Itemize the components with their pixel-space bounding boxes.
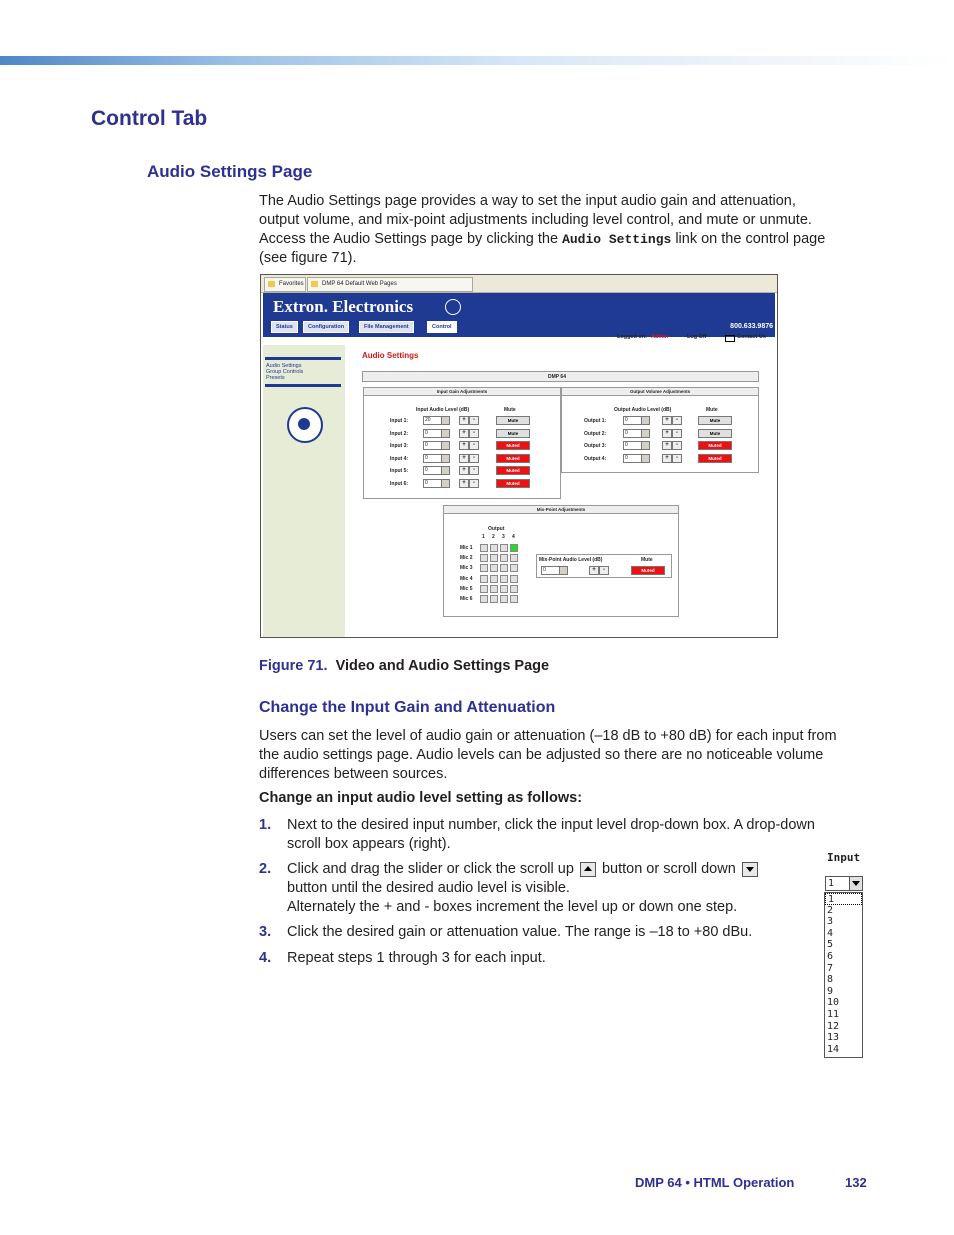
mute-button[interactable]: Muted <box>496 479 530 488</box>
dropdown-option[interactable]: 4 <box>827 927 834 939</box>
channel-label: Output 1: <box>584 418 607 424</box>
output-volume-legend: Output Volume Adjustments <box>562 388 758 396</box>
minus-button[interactable]: - <box>469 416 479 425</box>
mix-point-toggle[interactable] <box>490 564 498 572</box>
sidebar-item-audio-settings[interactable]: Audio Settings <box>266 363 302 369</box>
dropdown-option[interactable]: 7 <box>827 962 834 974</box>
mix-point-toggle[interactable] <box>510 554 518 562</box>
mix-mute-label: Mute <box>641 557 653 563</box>
minus-button[interactable]: - <box>469 454 479 463</box>
mix-point-toggle[interactable] <box>490 585 498 593</box>
minus-button[interactable]: - <box>469 466 479 475</box>
mix-point-toggle[interactable] <box>500 564 508 572</box>
mix-point-toggle[interactable] <box>500 595 508 603</box>
mix-point-toggle[interactable] <box>480 585 488 593</box>
input-level-dropdown[interactable] <box>825 876 863 891</box>
dropdown-title: Input <box>827 851 861 864</box>
channel-label: Input 1: <box>390 418 409 424</box>
tab-configuration[interactable]: Configuration <box>303 321 349 333</box>
mix-point-toggle[interactable] <box>480 595 488 603</box>
step-text: Repeat steps 1 through 3 for each input. <box>287 950 546 966</box>
mix-point-toggle[interactable] <box>500 585 508 593</box>
mute-button[interactable]: Muted <box>496 454 530 463</box>
mix-level-select[interactable]: 0 <box>541 566 568 575</box>
mix-point-toggle[interactable] <box>480 544 488 552</box>
extron-logo: Extron. Electronics <box>273 297 414 316</box>
intro-line: Access the Audio Settings page by clicking the Audio Settings link on the control page <box>259 231 826 247</box>
chevron-down-icon[interactable] <box>849 877 862 890</box>
mute-button[interactable]: Mute <box>698 429 732 438</box>
mute-button[interactable]: Muted <box>698 441 732 450</box>
dropdown-option[interactable]: 9 <box>827 985 834 997</box>
mic-label: Mic 4 <box>460 575 473 582</box>
level-select[interactable]: 0 <box>623 454 650 463</box>
dropdown-option[interactable]: 14 <box>827 1043 840 1055</box>
intro-line: output volume, and mix-point adjustments including level control, and mute or unmute. <box>259 212 812 228</box>
plus-button[interactable]: + <box>459 466 469 475</box>
input-mute-header: Mute <box>504 407 516 413</box>
output-volume-panel <box>561 387 759 473</box>
audio-settings-link-text: Audio Settings <box>562 232 672 247</box>
plus-button[interactable]: + <box>459 441 469 450</box>
browser-tab-favorites[interactable]: Favorites <box>264 277 306 292</box>
step-line: scroll box appears (right). <box>287 836 451 852</box>
mute-button[interactable]: Muted <box>496 466 530 475</box>
step-number: 1. <box>259 817 272 833</box>
extron-seal-icon <box>287 407 323 443</box>
mic-label: Mic 5 <box>460 585 473 592</box>
minus-button[interactable]: - <box>469 429 479 438</box>
plus-button[interactable]: + <box>662 454 672 463</box>
mute-button[interactable]: Mute <box>496 429 530 438</box>
dropdown-option[interactable]: 11 <box>827 1009 840 1020</box>
level-select[interactable]: 0 <box>623 429 650 438</box>
dropdown-option[interactable]: 13 <box>827 1032 840 1044</box>
mix-point-toggle[interactable] <box>490 554 498 562</box>
minus-button[interactable]: - <box>672 454 682 463</box>
minus-button[interactable]: - <box>672 416 682 425</box>
mix-point-toggle[interactable] <box>500 544 508 552</box>
tab-control[interactable]: Control <box>427 321 457 333</box>
tab-status[interactable]: Status <box>271 321 298 333</box>
section-line: differences between sources. <box>259 766 448 782</box>
dropdown-list[interactable] <box>824 892 863 1058</box>
level-select[interactable]: 0 <box>623 416 650 425</box>
input-gain-legend: Input Gain Adjustments <box>364 388 560 396</box>
level-select[interactable]: 0 <box>423 466 450 475</box>
level-select[interactable]: 20 <box>423 416 450 425</box>
dropdown-option[interactable]: 2 <box>827 904 834 916</box>
audio-settings-title: Audio Settings <box>362 351 419 360</box>
minus-button[interactable]: - <box>672 429 682 438</box>
mix-point-toggle[interactable] <box>510 544 518 552</box>
plus-button[interactable]: + <box>459 479 469 488</box>
minus-button[interactable]: - <box>469 441 479 450</box>
sidebar-divider <box>265 357 341 360</box>
mix-point-toggle[interactable] <box>490 544 498 552</box>
mix-level-label: Mix-Point Audio Level (dB) <box>539 557 603 563</box>
mix-point-toggle[interactable] <box>480 564 488 572</box>
plus-button[interactable]: + <box>662 416 672 425</box>
extron-logo-icon <box>445 299 461 315</box>
level-select[interactable]: 0 <box>623 441 650 450</box>
dropdown-value: 1 <box>828 878 835 889</box>
dropdown-option[interactable]: 10 <box>827 997 840 1009</box>
logged-on-label: Logged on: <box>617 334 647 340</box>
level-select[interactable]: 0 <box>423 479 450 488</box>
section-paragraph <box>259 727 837 784</box>
dropdown-option[interactable]: 3 <box>827 916 834 928</box>
mute-button[interactable]: Mute <box>496 416 530 425</box>
scroll-up-icon <box>580 862 596 877</box>
browser-toolbar <box>261 275 777 293</box>
header-gradient-bar <box>0 56 954 65</box>
mix-point-panel <box>443 505 679 617</box>
mix-point-toggle[interactable] <box>500 575 508 583</box>
plus-button[interactable]: + <box>459 429 469 438</box>
step-line: Click and drag the slider or click the scroll up button or scroll down <box>287 860 807 879</box>
mix-point-toggle[interactable] <box>480 554 488 562</box>
mute-button[interactable]: Muted <box>698 454 732 463</box>
step-number: 2. <box>259 861 272 877</box>
mix-output-label: Output <box>488 526 505 532</box>
channel-label: Input 6: <box>390 480 409 487</box>
sidebar-item-presets[interactable]: Presets <box>266 375 285 381</box>
mix-plus-button[interactable]: + <box>589 566 599 575</box>
mix-point-toggle[interactable] <box>490 595 498 603</box>
section-line: the audio settings page. Audio levels can be adjusted so there are no noticeable volume <box>259 747 824 763</box>
output-level-header: Output Audio Level (dB) <box>614 407 672 413</box>
channel-label: Output 2: <box>584 430 607 437</box>
plus-button[interactable]: + <box>662 441 672 450</box>
dropdown-option[interactable]: 5 <box>827 939 834 951</box>
footer-doc: DMP 64 • HTML Operation <box>635 1175 795 1190</box>
step-line: button until the desired audio level is visible. <box>287 880 570 896</box>
sidebar <box>263 345 345 637</box>
subsection-title: Change the Input Gain and Attenuation <box>259 699 556 716</box>
dropdown-option[interactable]: 8 <box>827 974 834 986</box>
channel-label: Input 3: <box>390 443 409 449</box>
page-title: Control Tab <box>91 107 208 130</box>
level-select[interactable]: 0 <box>423 429 450 438</box>
extron-banner <box>263 293 775 337</box>
mix-point-toggle[interactable] <box>510 585 518 593</box>
intro-line: The Audio Settings page provides a way to set the input audio gain and attenuation, <box>259 193 796 209</box>
dropdown-option[interactable]: 6 <box>827 951 834 962</box>
section-line: Users can set the level of audio gain or attenuation (–18 dB to +80 dB) for each input from <box>259 728 837 744</box>
minus-button[interactable]: - <box>469 479 479 488</box>
mute-button[interactable]: Mute <box>698 416 732 425</box>
dropdown-option[interactable]: 12 <box>827 1020 840 1032</box>
mix-point-toggle[interactable] <box>490 575 498 583</box>
procedure-lead: Change an input audio level setting as follows: <box>259 790 583 806</box>
scroll-down-icon <box>742 862 758 877</box>
input-level-header: Input Audio Level (dB) <box>416 407 470 413</box>
mix-point-toggle[interactable] <box>510 595 518 603</box>
plus-button[interactable]: + <box>662 429 672 438</box>
channel-label: Input 5: <box>390 468 409 474</box>
device-bar <box>362 371 759 382</box>
figure-number: Figure 71. <box>259 658 328 674</box>
step-number: 4. <box>259 950 272 966</box>
log-off-link[interactable]: Log Off <box>687 334 707 340</box>
figure-caption <box>259 658 549 674</box>
tab-file-management[interactable]: File Management <box>359 321 414 333</box>
mix-minus-button[interactable]: - <box>599 566 609 575</box>
section-title: Audio Settings Page <box>147 162 313 181</box>
device-name: DMP 64 <box>548 374 566 380</box>
step-line: Next to the desired input number, click the input level drop-down box. A drop-down <box>287 817 815 833</box>
logged-on-user: Admin <box>651 334 669 340</box>
channel-label: Input 4: <box>390 455 409 462</box>
output-number: 1 <box>482 534 485 540</box>
minus-button[interactable]: - <box>672 441 682 450</box>
phone-number: 800.633.9876 <box>730 323 773 330</box>
figure-screenshot <box>260 274 778 638</box>
level-select[interactable]: 0 <box>423 441 450 450</box>
step-text <box>287 816 877 854</box>
mix-point-legend: Mix-Point Adjustments <box>444 506 678 514</box>
dropdown-option[interactable]: 1 <box>825 893 862 905</box>
intro-paragraph <box>259 192 825 268</box>
channel-label: Output 3: <box>584 443 607 449</box>
step-text <box>287 860 807 917</box>
step-number: 3. <box>259 924 272 940</box>
step-line: Alternately the + and - boxes increment the level up or down one step. <box>287 899 738 915</box>
mute-button[interactable]: Muted <box>496 441 530 450</box>
sidebar-item-group-controls[interactable]: Group Controls <box>266 369 304 375</box>
mix-mute-button[interactable]: Muted <box>631 566 665 575</box>
step-text: Click the desired gain or attenuation value. The range is –18 to +80 dBu. <box>287 924 753 940</box>
plus-button[interactable]: + <box>459 416 469 425</box>
output-number: 3 <box>502 534 505 540</box>
output-mute-header: Mute <box>706 407 718 413</box>
mix-level-box <box>536 554 672 578</box>
mic-label: Mic 3 <box>460 565 473 572</box>
mic-label: Mic 6 <box>460 596 473 602</box>
channel-label: Output 4: <box>584 455 607 462</box>
sidebar-divider <box>265 384 341 387</box>
mix-point-toggle[interactable] <box>510 564 518 572</box>
mail-icon <box>725 335 735 342</box>
mix-point-toggle[interactable] <box>510 575 518 583</box>
mix-point-toggle[interactable] <box>480 575 488 583</box>
level-select[interactable]: 0 <box>423 454 450 463</box>
output-number: 2 <box>492 534 495 540</box>
input-gain-panel <box>363 387 561 499</box>
figure-title: Video and Audio Settings Page <box>335 658 550 674</box>
mic-label: Mic 1 <box>460 545 473 551</box>
mic-label: Mic 2 <box>460 555 473 562</box>
contact-us-link[interactable]: Contact Us <box>737 334 767 340</box>
intro-line: (see figure 71). <box>259 250 357 266</box>
footer-page-number: 132 <box>845 1175 867 1190</box>
browser-tab-page[interactable]: DMP 64 Default Web Pages <box>307 277 473 292</box>
channel-label: Input 2: <box>390 430 409 437</box>
plus-button[interactable]: + <box>459 454 469 463</box>
mix-point-toggle[interactable] <box>500 554 508 562</box>
output-number: 4 <box>512 534 515 540</box>
